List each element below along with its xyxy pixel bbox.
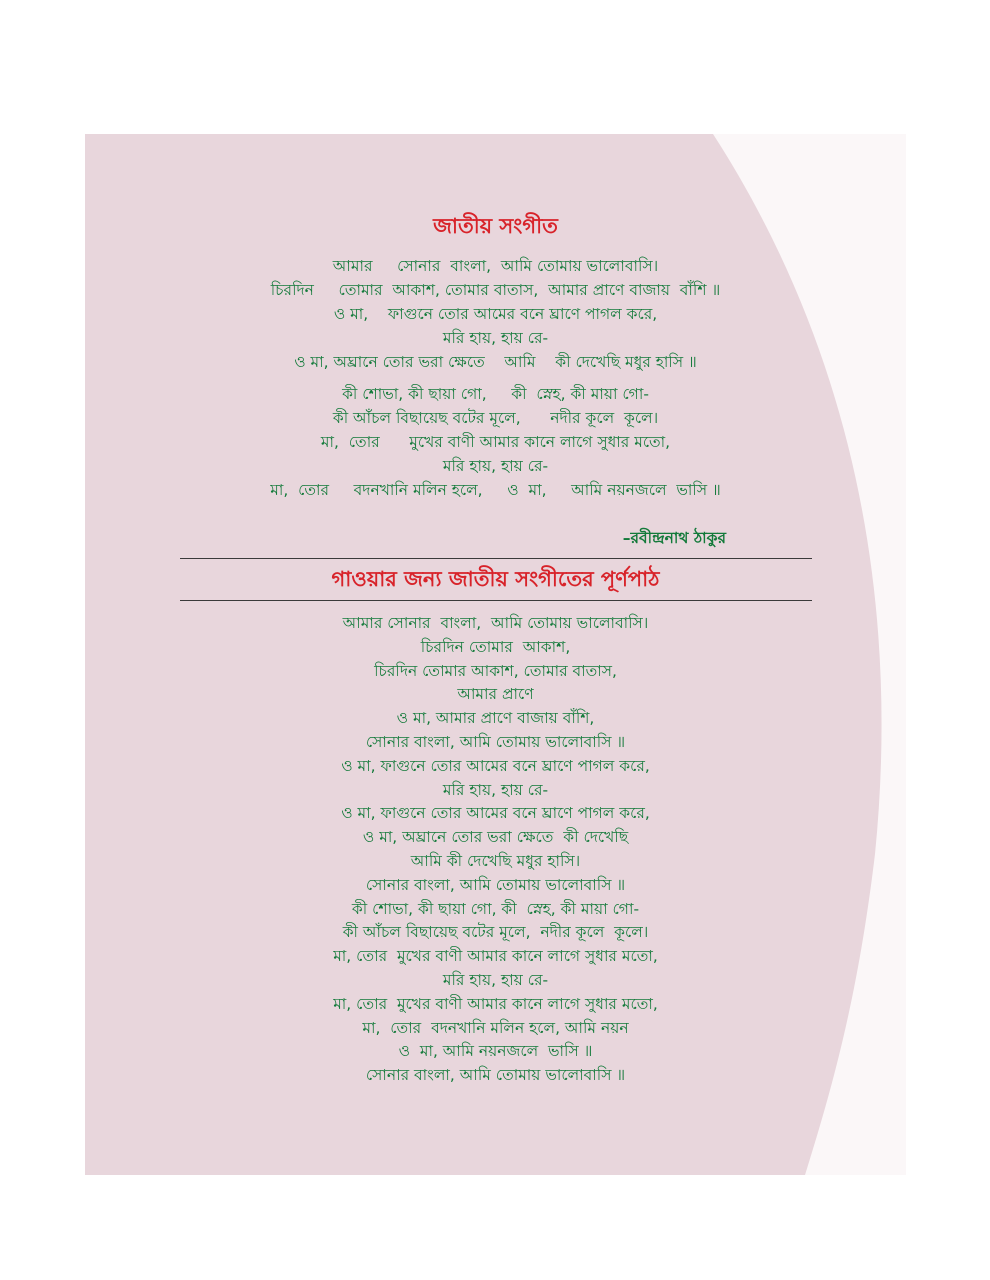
verse-line: মরি হায়, হায় রে-: [442, 780, 549, 799]
verse-line: ও মা, আমি নয়নজলে ভাসি ॥: [398, 1042, 593, 1061]
verse-line: আমি কী দেখেছি মধুর হাসি।: [410, 851, 581, 870]
divider-top: [180, 558, 812, 559]
section2-verse: [85, 612, 906, 1088]
verse-line: ও মা, অঘ্রানে তোর ভরা ক্ষেতে কী দেখেছি: [362, 828, 629, 847]
verse-line: সোনার বাংলা, আমি তোমায় ভালোবাসি ॥: [365, 732, 626, 751]
document-content: [85, 134, 906, 1175]
verse-line: কী শোভা, কী ছায়া গো, কী স্নেহ, কী মায়া গো-: [342, 385, 649, 403]
verse-line: ও মা, ফাগুনে তোর আমের বনে ঘ্রাণে পাগল করে,: [341, 804, 650, 823]
verse-line: চিরদিন তোমার আকাশ, তোমার বাতাস,: [374, 661, 617, 680]
verse-line: সোনার বাংলা, আমি তোমায় ভালোবাসি ॥: [365, 1066, 626, 1085]
section1-verse: [85, 254, 906, 502]
verse-line: চিরদিন তোমার আকাশ,: [420, 637, 571, 656]
verse-line: মা, তোর মুখের বাণী আমার কানে লাগে সুধার মতো,: [333, 994, 658, 1013]
verse-line: ও মা, অঘ্রানে তোর ভরা ক্ষেতে আমি কী দেখেছি মধুর হাসি ॥: [294, 353, 697, 371]
verse-line: কী আঁচল বিছায়েছ বটের মূলে, নদীর কূলে কূলে।: [332, 409, 659, 427]
verse-line: কী শোভা, কী ছায়া গো, কী স্নেহ, কী মায়া গো-: [351, 899, 640, 918]
verse-line: কী আঁচল বিছায়েছ বটের মূলে, নদীর কূলে কূলে।: [342, 923, 649, 942]
verse-line: চিরদিন তোমার আকাশ, তোমার বাতাস, আমার প্রাণে বাজায় বাঁশি ॥: [270, 281, 721, 299]
page-panel: [85, 134, 906, 1175]
verse-line: মরি হায়, হায় রে-: [442, 457, 549, 475]
verse-line: মা, তোর বদনখানি মলিন হলে, ও মা, আমি নয়নজলে ভাসি ॥: [270, 481, 721, 499]
verse-line: মা, তোর মুখের বাণী আমার কানে লাগে সুধার মতো,: [333, 947, 658, 966]
verse-line: মা, তোর মুখের বাণী আমার কানে লাগে সুধার মতো,: [320, 433, 671, 451]
verse-line: আমার সোনার বাংলা, আমি তোমায় ভালোবাসি।: [342, 614, 649, 632]
verse-line: আমার প্রাণে: [457, 685, 534, 704]
verse-line: মরি হায়, হায় রে-: [442, 329, 549, 347]
verse-line: ও মা, ফাগুনে তোর আমের বনে ঘ্রাণে পাগল করে,: [341, 756, 650, 775]
section1-title: জাতীয় সংগীত: [433, 214, 558, 238]
verse-line: ও মা, আমার প্রাণে বাজায় বাঁশি,: [396, 709, 595, 728]
divider-bottom: [180, 600, 812, 601]
verse-line: সোনার বাংলা, আমি তোমায় ভালোবাসি ॥: [365, 875, 626, 894]
section2-title: গাওয়ার জন্য জাতীয় সংগীতের পূর্ণপাঠ: [331, 567, 660, 591]
verse-line: মরি হায়, হায় রে-: [442, 970, 549, 989]
verse-line: ও মা, ফাগুনে তোর আমের বনে ঘ্রাণে পাগল করে,: [333, 305, 658, 323]
author-credit: –রবীন্দ্রনাথ ঠাকুর: [622, 529, 726, 547]
stanza-gap: [85, 374, 906, 382]
verse-line: মা, তোর বদনখানি মলিন হলে, আমি নয়ন: [362, 1018, 629, 1037]
verse-line: আমার সোনার বাংলা, আমি তোমায় ভালোবাসি।: [332, 257, 659, 275]
